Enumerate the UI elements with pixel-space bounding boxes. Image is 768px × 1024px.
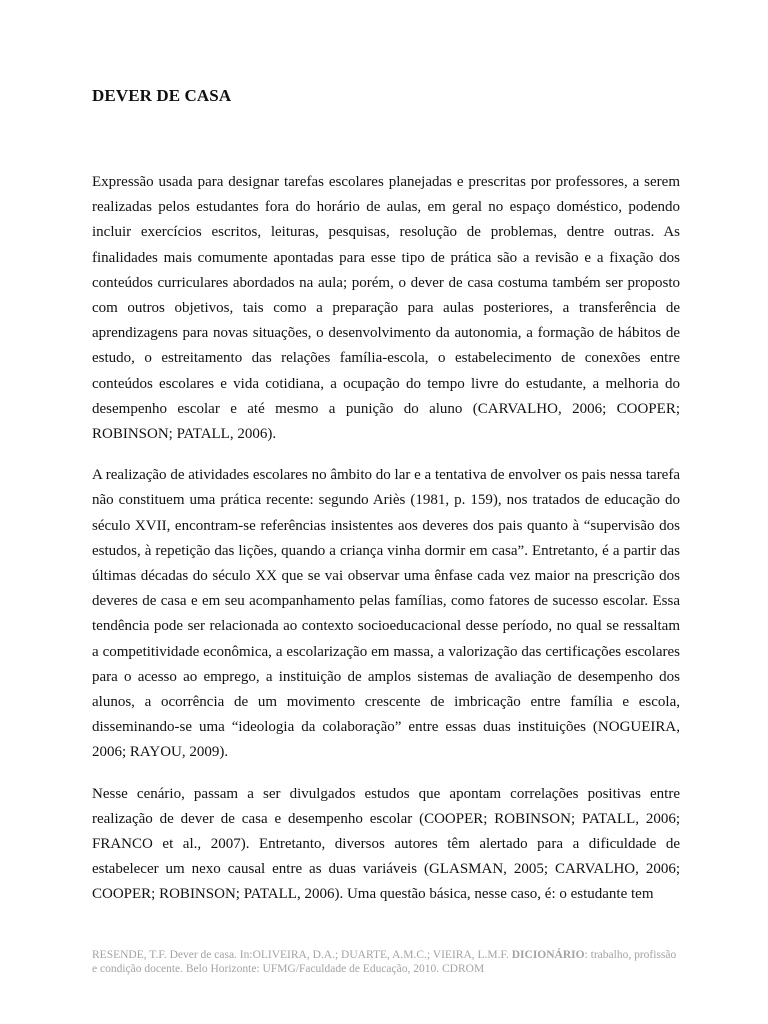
paragraph-3: Nesse cenário, passam a ser divulgados estudos que apontam correlações positivas entre realização de dever de casa e desempenho escolar (COOPER; ROBINSON; PATALL, 2006; FRANCO et al., 2007). Entretanto, diversos autores têm alertado para a dificuldade de estabelecer um nexo causal entre as duas variáveis (GLASMAN, 2005; CARVALHO, 2006; COOPER; ROBINSON; PATALL, 2006). Uma questão básica, nesse caso, é: o estudante tem xyxy=(92,785,680,903)
paragraph-2: A realização de atividades escolares no âmbito do lar e a tentativa de envolver os pais nessa tarefa não constituem uma prática recente: segundo Ariès (1981, p. 159), nos tratados de educação do século XVII, encontram-se referências insistentes aos deveres dos pais quanto à “supervisão dos estudos, à repetição das lições, quando a criança vinha dormir em casa”. Entretanto, é a partir das últimas décadas do século XX que se vai observar uma ênfase cada vez maior na prescrição dos deveres de casa e em seu acompanhamento pelas famílias, como fatores de sucesso escolar. Essa tendência pode ser relacionada ao contexto socioeducacional desse período, no qual se ressaltam a competitividade econômica, a escolarização em massa, a valorização das certificações escolares para o acesso ao emprego, a instituição de amplos sistemas de avaliação de desempenho dos alunos, a ocorrência de um movimento crescente de imbricação entre família e escola, disseminando-se uma “ideologia da colaboração” entre essas duas instituições (NOGUEIRA, 2006; RAYOU, 2009). xyxy=(92,467,680,761)
document-page xyxy=(92,0,680,1024)
paragraph-1: Expressão usada para designar tarefas escolares planejadas e prescritas por professores, a serem realizadas pelos estudantes fora do horário de aulas, em geral no espaço doméstico, podendo incluir exercícios escritos, leituras, pesquisas, resolução de problemas, dentre outras. As finalidades mais comumente apontadas para esse tipo de prática são a revisão e a fixação dos conteúdos curriculares abordados na aula; porém, o dever de casa costuma também ser proposto com outros objetivos, tais como a preparação para aulas posteriores, a transferência de aprendizagens para novas situações, o desenvolvimento da autonomia, a formação de hábitos de estudo, o estreitamento das relações família-escola, o estabelecimento de conexões entre conteúdos escolares e vida cotidiana, a ocupação do tempo livre do estudante, a melhoria do desempenho escolar e até mesmo a punição do aluno (CARVALHO, 2006; COOPER; ROBINSON; PATALL, 2006). xyxy=(92,174,680,443)
citation-end: : trabalho, profissão e condição docente. Belo Horizonte: UFMG/Faculdade de Educação, 2010. CDROM xyxy=(92,949,677,975)
citation-bold-title: DICIONÁRIO xyxy=(511,949,585,961)
page-title: DEVER DE CASA xyxy=(92,86,232,105)
document-body xyxy=(92,170,680,924)
citation-footer xyxy=(92,948,680,976)
citation-start: RESENDE, T.F. Dever de casa. In:OLIVEIRA, D.A.; DUARTE, A.M.C.; VIEIRA, L.M.F. xyxy=(92,949,512,961)
